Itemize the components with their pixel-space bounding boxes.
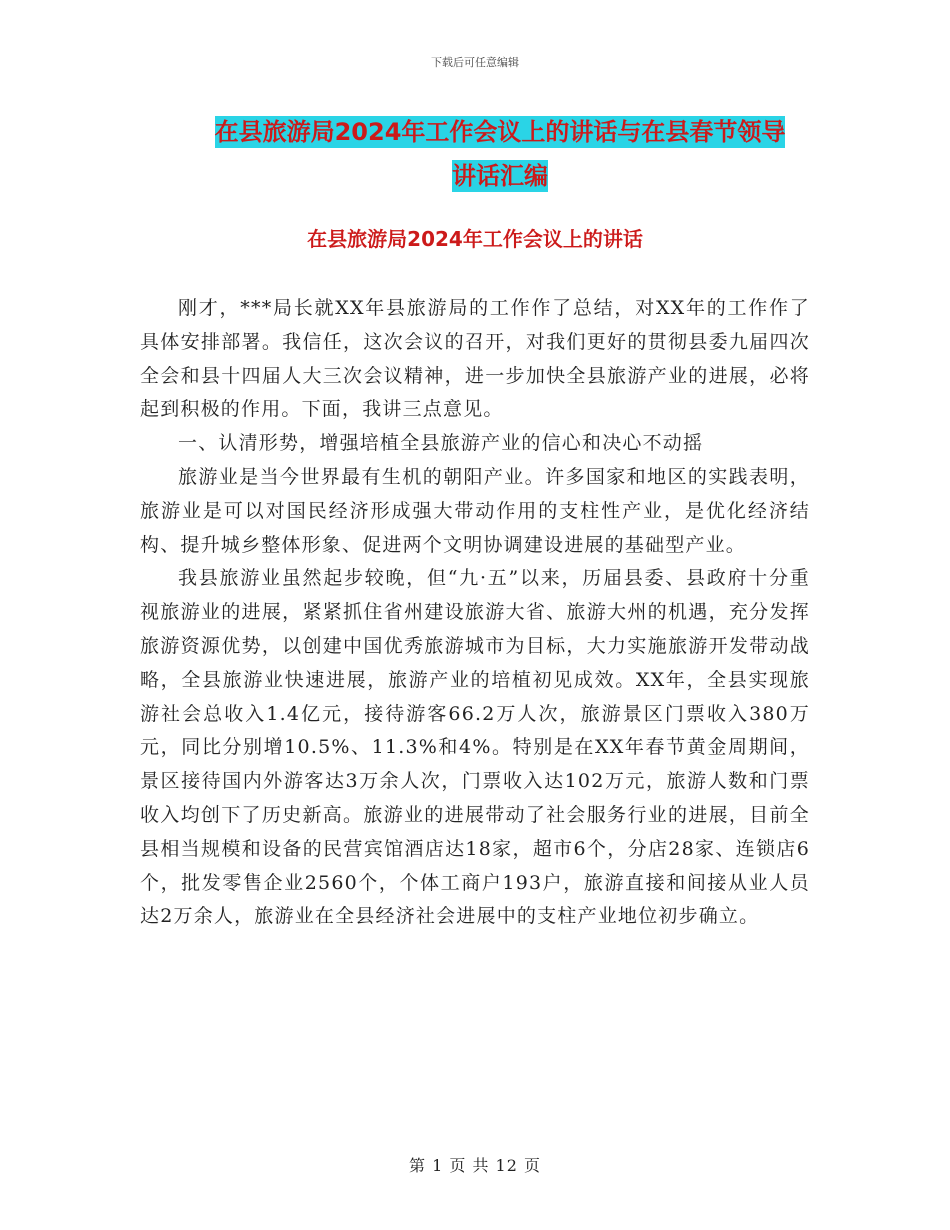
paragraph-intro: 刚才，***局长就XX年县旅游局的工作作了总结，对XX年的工作作了具体安排部署。我信任，这次会议的召开，对我们更好的贯彻县委九届四次全会和县十四届人大三次会议精神，进一步加快全县旅游产业的进展，必将起到积极的作用。下面，我讲三点意见。 (140, 297, 810, 421)
document-title-line-2: 讲话汇编 (452, 162, 548, 190)
page-footer: 第 1 页 共 12 页 (409, 1156, 541, 1175)
paragraph-county-tourism: 我县旅游业虽然起步较晚，但“九·五”以来，历届县委、县政府十分重视旅游业的进展，紧紧抓住省州建设旅游大省、旅游大州的机遇，充分发挥旅游资源优势，以创建中国优秀旅游城市为目标，大力实施旅游开发带动战略，全县旅游业快速进展，旅游产业的培植初见成效。XX年，全县实现旅游社会总收入1.4亿元，接待游客66.2万人次，旅游景区门票收入380万元，同比分别增10.5%、11.3%和4%。特别是在XX年春节黄金周期间，景区接待国内外游客达3万余人次，门票收入达102万元，旅游人数和门票收入均创下了历史新高。旅游业的进展带动了社会服务行业的进展，目前全县相当规模和设备的民营宾馆酒店达18家，超市6个，分店28家、连锁店6个，批发零售企业2560个，个体工商户193户，旅游直接和间接从业人员达2万余人，旅游业在全县经济社会进展中的支柱产业地位初步确立。 (140, 567, 810, 928)
paragraph-heading-1: 一、认清形势，增强培植全县旅游产业的信心和决心不动摇 (178, 432, 704, 455)
document-title-line-1: 在县旅游局2024年工作会议上的讲话与在县春节领导 (214, 118, 786, 146)
document-title (140, 110, 860, 198)
document-body (140, 292, 810, 934)
section-title: 在县旅游局2024年工作会议上的讲话 (307, 227, 643, 251)
paragraph-tourism-industry: 旅游业是当今世界最有生机的朝阳产业。许多国家和地区的实践表明，旅游业是可以对国民经济形成强大带动作用的支柱性产业，是优化经济结构、提升城乡整体形象、促进两个文明协调建设进展的基础型产业。 (140, 465, 810, 556)
header-note: 下载后可任意编辑 (431, 56, 519, 69)
